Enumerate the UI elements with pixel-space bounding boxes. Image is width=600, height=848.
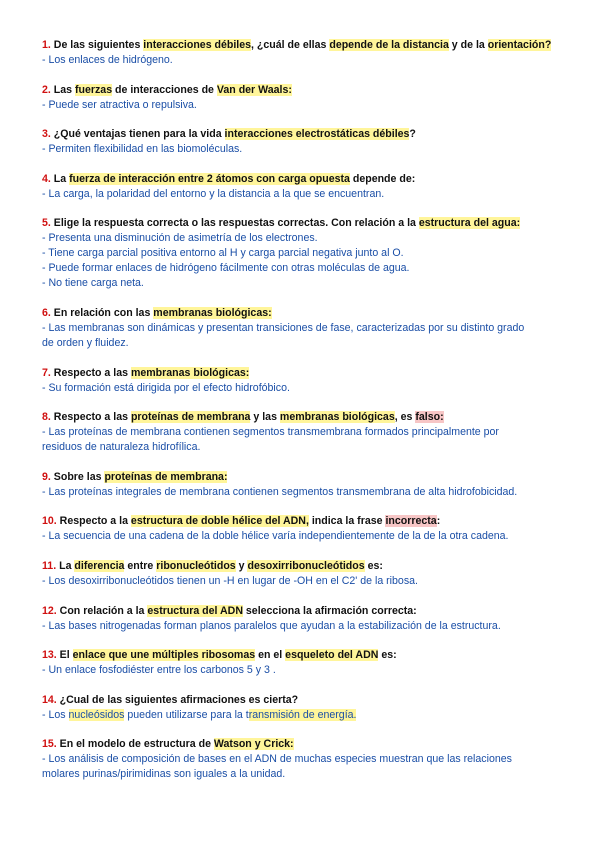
answer-segment: - Permiten flexibilidad en las biomoléculas.	[42, 143, 243, 156]
highlighted-term: proteínas de membrana:	[104, 470, 228, 483]
highlighted-term: fuerza de interacción entre 2 átomos con carga opuesta	[69, 172, 350, 185]
answer-segment: - Presenta una disminución de asimetría de los electrones.	[42, 232, 318, 245]
question-segment: Respecto a las	[50, 366, 131, 379]
question-text	[42, 693, 558, 708]
answer-line	[42, 321, 558, 336]
question-number: 14.	[42, 693, 57, 706]
answer-line	[42, 246, 558, 261]
question-block	[42, 648, 558, 678]
question-segment: de interacciones de	[112, 83, 217, 96]
question-segment: y	[235, 559, 248, 572]
answer-line	[42, 231, 558, 246]
question-text	[42, 470, 558, 485]
answer-segment: - Los desoxirribonucleótidos tienen un -H en lugar de -OH en el C2' de la ribosa.	[42, 574, 418, 587]
highlighted-term: nucleósidos	[68, 708, 125, 721]
answer-segment: molares purinas/pirimidinas son iguales a la unidad.	[42, 768, 286, 781]
question-segment: ?	[409, 128, 416, 141]
question-text	[42, 559, 558, 574]
highlighted-term: proteínas de membrana	[130, 411, 251, 424]
question-number: 12.	[42, 604, 57, 617]
answer-line	[42, 381, 558, 396]
answer-segment: - Puede formar enlaces de hidrógeno fácilmente con otras moléculas de agua.	[42, 262, 410, 275]
question-block	[42, 172, 558, 202]
question-segment: Elige la respuesta correcta o las respuestas correctas. Con relación a la	[50, 217, 419, 230]
question-segment: es:	[378, 649, 397, 662]
question-block	[42, 38, 558, 68]
question-block	[42, 83, 558, 113]
answer-line	[42, 187, 558, 202]
answer-line	[42, 261, 558, 276]
question-text	[42, 737, 558, 752]
question-segment: en el	[255, 649, 286, 662]
question-text	[42, 216, 558, 231]
question-number: 2.	[42, 83, 51, 96]
highlighted-term: fuerzas	[75, 83, 113, 96]
answer-segment: - Puede ser atractiva o repulsiva.	[42, 98, 197, 111]
document-page	[42, 38, 558, 797]
answer-segment: - Tiene carga parcial positiva entorno al H y carga parcial negativa junto al O.	[42, 247, 404, 260]
answer-line	[42, 142, 558, 157]
question-block	[42, 737, 558, 782]
question-text	[42, 306, 558, 321]
highlighted-term: membranas biológicas:	[153, 306, 272, 319]
highlighted-term: falso:	[415, 411, 444, 424]
question-block	[42, 216, 558, 291]
answer-segment: - No tiene carga neta.	[42, 277, 144, 290]
highlighted-term: estructura del agua:	[418, 217, 521, 230]
question-block	[42, 693, 558, 723]
question-text	[42, 410, 558, 425]
question-block	[42, 604, 558, 634]
answer-line	[42, 574, 558, 589]
question-number: 15.	[42, 738, 57, 751]
answer-segment: residuos de naturaleza hidrofílica.	[42, 441, 201, 454]
question-number: 4.	[42, 172, 51, 185]
question-text	[42, 172, 558, 187]
question-segment: El	[56, 649, 73, 662]
highlighted-term: esqueleto del ADN	[285, 649, 379, 662]
highlighted-term: estructura de doble hélice del ADN,	[130, 515, 309, 528]
answer-line	[42, 752, 558, 767]
question-segment: y las	[250, 411, 280, 424]
question-number: 13.	[42, 649, 57, 662]
question-segment: La	[50, 172, 70, 185]
question-segment: selecciona la afirmación correcta:	[242, 604, 417, 617]
answer-segment: - Los enlaces de hidrógeno.	[42, 54, 173, 66]
question-number: 1.	[42, 39, 51, 51]
question-segment: :	[436, 515, 441, 528]
answer-line	[42, 53, 558, 68]
answer-segment: pueden utilizarse para la t	[124, 708, 249, 721]
question-block	[42, 410, 558, 455]
highlighted-term: Watson y Crick:	[213, 738, 294, 751]
question-segment: depende de:	[349, 172, 416, 185]
answer-line	[42, 98, 558, 113]
answer-line	[42, 529, 558, 544]
question-text	[42, 514, 558, 529]
answer-segment: - Su formación está dirigida por el efecto hidrofóbico.	[42, 381, 290, 394]
question-block	[42, 470, 558, 500]
answer-line	[42, 425, 558, 440]
question-segment: entre	[124, 559, 157, 572]
question-number: 10.	[42, 515, 57, 528]
question-segment: La	[56, 559, 75, 572]
answer-line	[42, 440, 558, 455]
question-segment: En relación con las	[50, 306, 154, 319]
question-number: 6.	[42, 306, 51, 319]
question-block	[42, 366, 558, 396]
answer-line	[42, 336, 558, 351]
highlighted-term: interacciones electrostáticas débiles	[224, 128, 410, 141]
question-text	[42, 604, 558, 619]
question-segment: indica la frase	[308, 515, 386, 528]
question-segment: En el modelo de estructura de	[56, 738, 214, 751]
answer-segment: - Las membranas son dinámicas y presentan transiciones de fase, caracterizadas por su distinto grado	[42, 321, 525, 334]
answer-line	[42, 767, 558, 782]
question-segment: y de la	[448, 39, 488, 51]
question-block	[42, 306, 558, 351]
answer-line	[42, 276, 558, 291]
question-text	[42, 366, 558, 381]
question-segment: Las	[50, 83, 75, 96]
question-segment: , ¿cuál de ellas	[251, 39, 330, 51]
answer-segment: - Los análisis de composición de bases en el ADN de muchas especies muestran que las relaciones	[42, 753, 512, 766]
question-segment: Con relación a la	[56, 604, 148, 617]
highlighted-term: orientación?	[487, 39, 552, 51]
answer-segment: - La secuencia de una cadena de la doble hélice varía independientemente de la de la otra cadena.	[42, 530, 509, 543]
question-number: 9.	[42, 470, 51, 483]
answer-segment: de orden y fluidez.	[42, 336, 129, 349]
highlighted-term: membranas biológicas	[279, 411, 395, 424]
answer-segment: - Las proteínas integrales de membrana contienen segmentos transmembrana de alta hidrofobicidad.	[42, 485, 518, 498]
question-block	[42, 127, 558, 157]
highlighted-term: desoxirribonucleótidos	[247, 559, 365, 572]
answer-segment: - Las bases nitrogenadas forman planos paralelos que ayudan a la estabilización de la estructura.	[42, 619, 501, 632]
question-text	[42, 127, 558, 142]
question-segment: Sobre las	[50, 470, 105, 483]
question-text	[42, 38, 558, 53]
question-segment: es:	[364, 559, 383, 572]
question-number: 5.	[42, 217, 51, 230]
question-number: 8.	[42, 411, 51, 424]
question-number: 7.	[42, 366, 51, 379]
question-text	[42, 83, 558, 98]
question-block	[42, 559, 558, 589]
answer-segment: - Los	[42, 708, 69, 721]
highlighted-term: ribonucleótidos	[156, 559, 236, 572]
question-segment: ¿Cual de las siguientes afirmaciones es cierta?	[56, 693, 299, 706]
question-block	[42, 514, 558, 544]
highlighted-term: Van der Waals:	[216, 83, 292, 96]
answer-line	[42, 708, 558, 723]
question-segment: , es	[394, 411, 416, 424]
answer-segment: - La carga, la polaridad del entorno y la distancia a la que se encuentran.	[42, 187, 385, 200]
question-segment: ¿Qué ventajas tienen para la vida	[50, 128, 225, 141]
answer-line	[42, 485, 558, 500]
highlighted-term: estructura del ADN	[147, 604, 243, 617]
question-number: 11.	[42, 559, 57, 572]
highlighted-term: depende de la distancia	[329, 39, 449, 51]
question-segment: Respecto a la	[56, 515, 131, 528]
answer-segment: - Un enlace fosfodiéster entre los carbonos 5 y 3 .	[42, 664, 276, 677]
highlighted-term: incorrecta	[385, 515, 437, 528]
answer-line	[42, 663, 558, 678]
question-number: 3.	[42, 128, 51, 141]
highlighted-term: interacciones débiles	[143, 39, 252, 51]
highlighted-term: enlace que une múltiples ribosomas	[72, 649, 256, 662]
highlighted-term: diferencia	[74, 559, 125, 572]
highlighted-term: membranas biológicas:	[130, 366, 250, 379]
answer-line	[42, 619, 558, 634]
question-segment: De las siguientes	[50, 39, 144, 51]
question-segment: Respecto a las	[50, 411, 131, 424]
question-text	[42, 648, 558, 663]
highlighted-term: ransmisión de energía.	[248, 708, 357, 721]
answer-segment: - Las proteínas de membrana contienen segmentos transmembrana formados principalmente por	[42, 426, 499, 439]
